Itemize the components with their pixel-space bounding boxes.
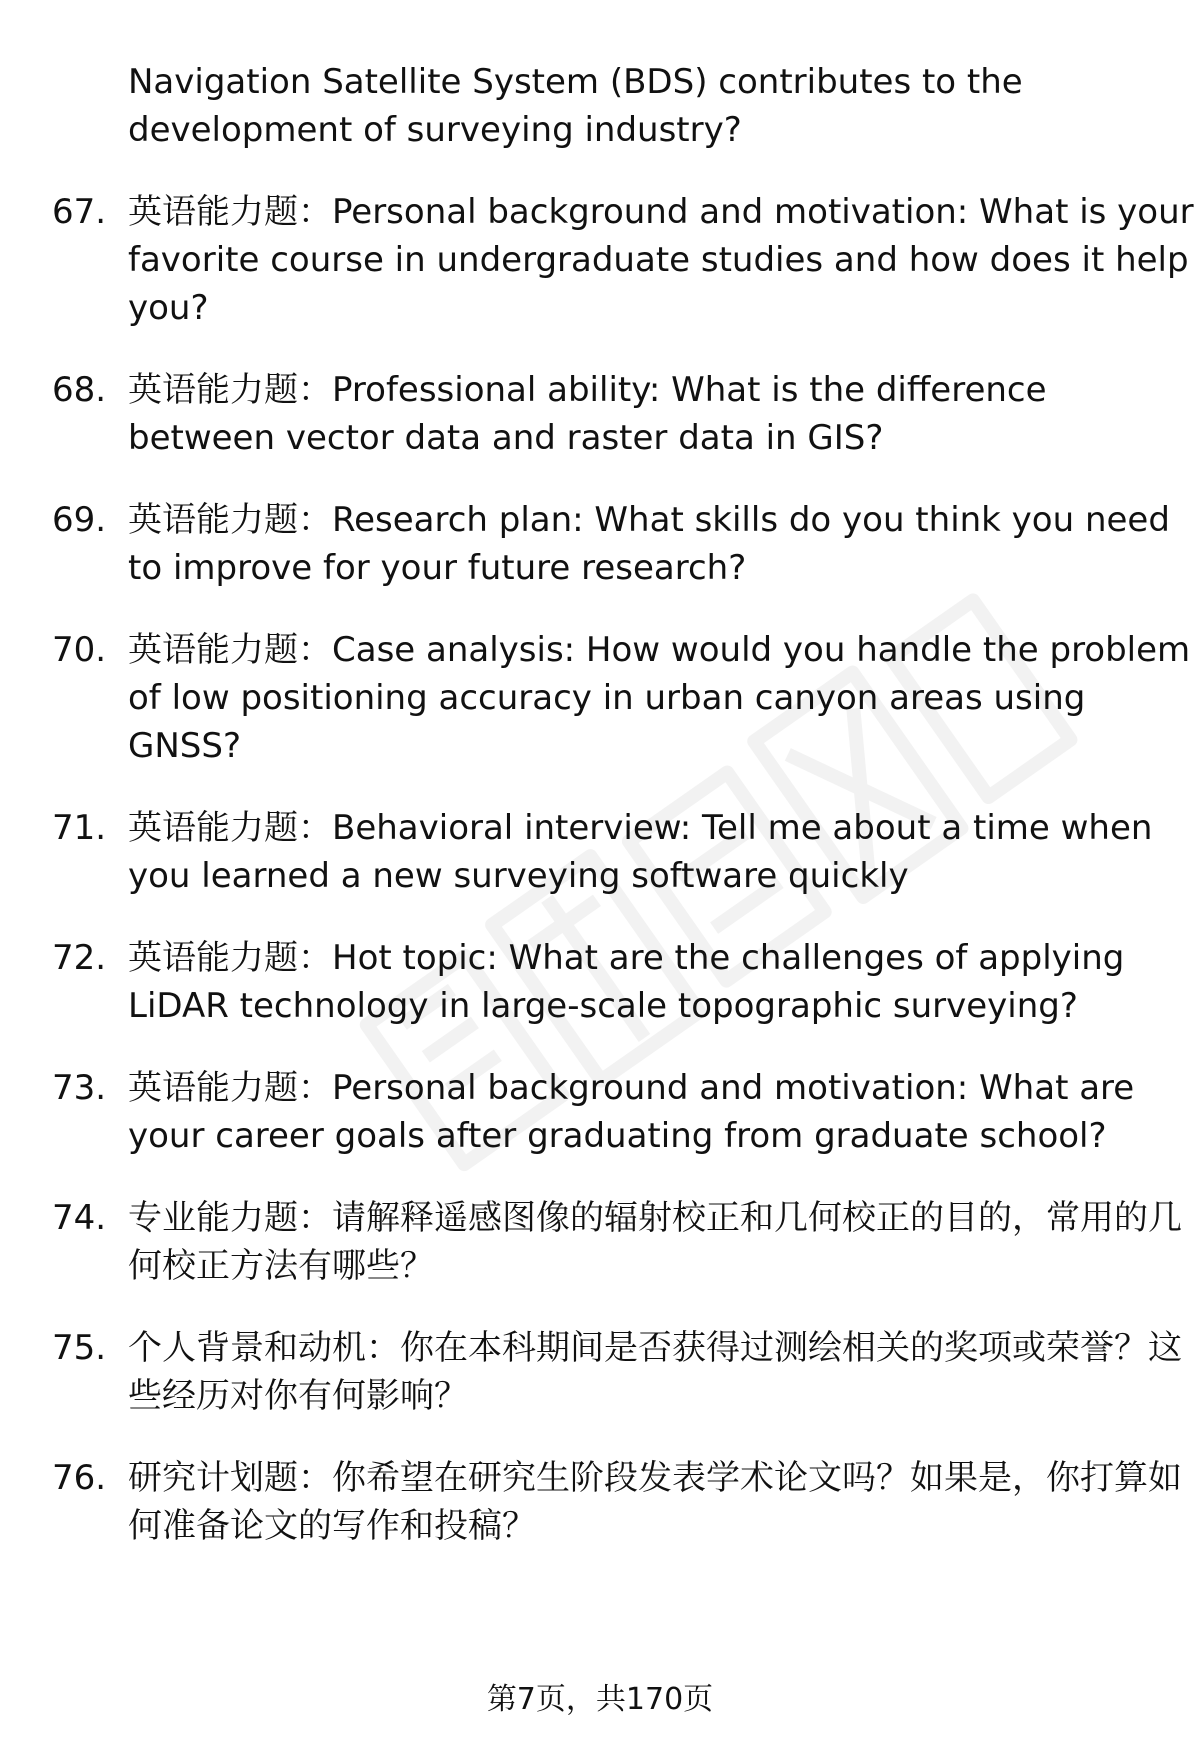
- question-text: 专业能力题：请解释遥感图像的辐射校正和几何校正的目的，常用的几何校正方法有哪些？: [128, 1198, 1182, 1286]
- question-text: 英语能力题：Professional ability: What is the difference between vector data and raster data in GIS?: [128, 370, 1047, 458]
- question-item: [52, 1064, 1200, 1160]
- question-number: 72.: [52, 938, 107, 978]
- question-number: 75.: [52, 1328, 107, 1368]
- continued-question-text: Navigation Satellite System (BDS) contributes to the development of surveying industry?: [128, 62, 1023, 150]
- question-number: 70.: [52, 630, 107, 670]
- question-text: 研究计划题：你希望在研究生阶段发表学术论文吗？如果是，你打算如何准备论文的写作和投稿？: [128, 1458, 1182, 1546]
- question-list: [0, 58, 1200, 1584]
- question-text: 英语能力题：Hot topic: What are the challenges of applying LiDAR technology in large-scale topographic surveying?: [128, 938, 1125, 1026]
- question-item: [52, 934, 1200, 1030]
- question-number: 71.: [52, 808, 107, 848]
- question-item: [52, 804, 1200, 900]
- question-text: 英语能力题：Case analysis: How would you handle the problem of low positioning accuracy in urban canyon areas using GNSS?: [128, 630, 1191, 766]
- page-footer: 第7页，共170页: [486, 1682, 714, 1717]
- question-number: 76.: [52, 1458, 107, 1498]
- question-item: [52, 188, 1200, 332]
- question-number: 68.: [52, 370, 107, 410]
- question-item: [52, 626, 1200, 770]
- question-number: 69.: [52, 500, 107, 540]
- question-text: 英语能力题：Personal background and motivation: What are your career goals after graduating from graduate school?: [128, 1068, 1135, 1156]
- question-number: 67.: [52, 192, 107, 232]
- question-item: [52, 1454, 1200, 1550]
- question-text: 英语能力题：Personal background and motivation: What is your favorite course in undergraduate studies and how does it help you?: [128, 192, 1194, 328]
- question-item: [52, 366, 1200, 462]
- question-item: [52, 496, 1200, 592]
- question-text: 英语能力题：Behavioral interview: Tell me about a time when you learned a new surveying software quickly: [128, 808, 1153, 896]
- question-number: 74.: [52, 1198, 107, 1238]
- question-item: [52, 1324, 1200, 1420]
- question-text: 英语能力题：Research plan: What skills do you think you need to improve for your future research?: [128, 500, 1170, 588]
- question-text: 个人背景和动机：你在本科期间是否获得过测绘相关的奖项或荣誉？这些经历对你有何影响？: [128, 1328, 1182, 1416]
- question-number: 73.: [52, 1068, 107, 1108]
- question-item: [52, 1194, 1200, 1290]
